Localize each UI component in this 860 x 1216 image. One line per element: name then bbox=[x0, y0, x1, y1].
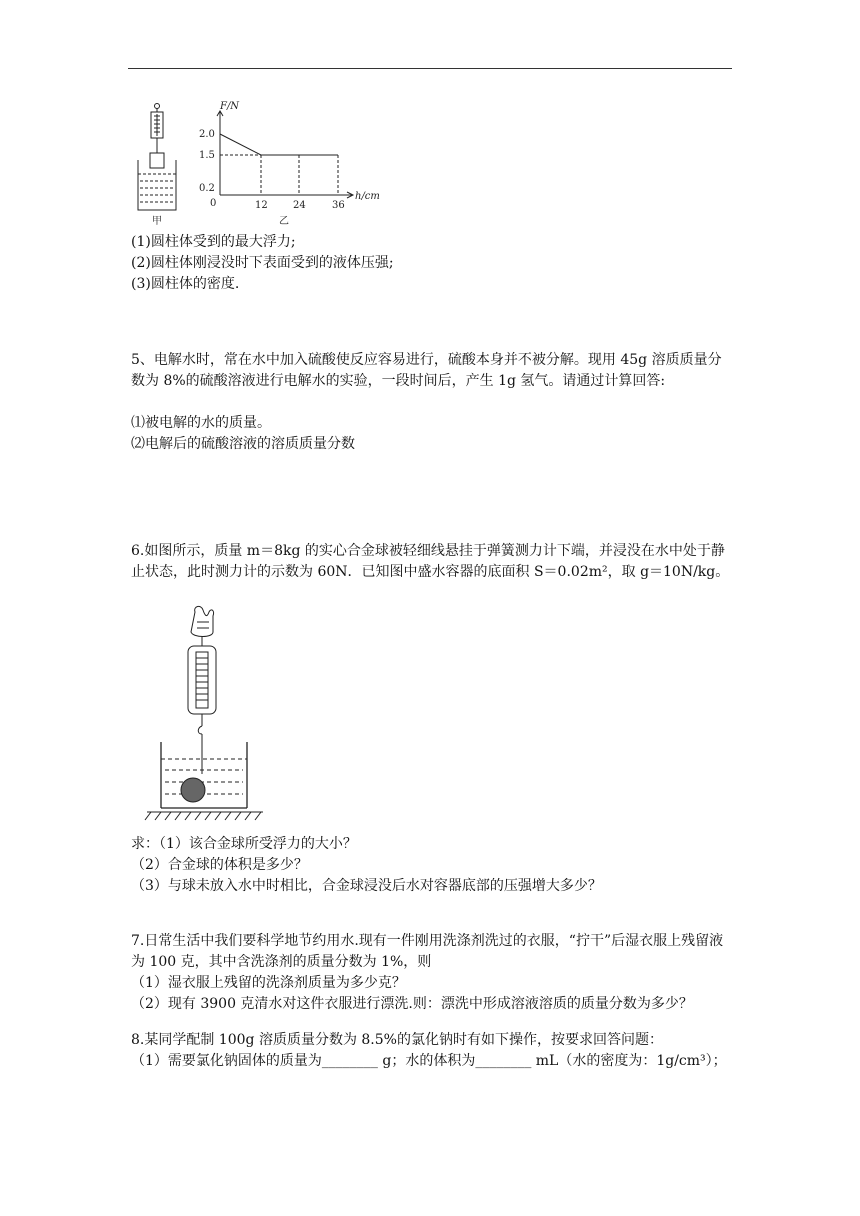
q6-item-1: 求：（1）该合金球所受浮力的大小？ bbox=[131, 836, 357, 852]
q7-item-2: （2）现有 3900 克清水对这件衣服进行漂洗.则：漂洗中形成溶液溶质的质量分数为多少？ bbox=[131, 996, 693, 1012]
x-tick-36: 36 bbox=[332, 200, 345, 211]
spring-scale-icon bbox=[150, 104, 164, 169]
q7-item-1: （1）湿衣服上残留的洗涤剂质量为多少克？ bbox=[131, 975, 406, 991]
q7-stem: 7.日常生活中我们要科学地节约用水.现有一件刚用洗涤剂洗过的衣服，“拧干”后湿衣服上残留液为 100 克，其中含洗涤剂的质量分数为 1%，则 bbox=[131, 933, 724, 970]
ground-icon bbox=[145, 812, 263, 820]
y-tick-1-5: 1.5 bbox=[199, 150, 215, 161]
q8-stem: 8.某同学配制 100g 溶质质量分数为 8.5%的氯化钠时有如下操作，按要求回答问题： bbox=[131, 1032, 663, 1048]
q5-item-2: ⑵电解后的硫酸溶液的溶质质量分数 bbox=[131, 436, 355, 452]
x-tick-12: 12 bbox=[255, 200, 268, 211]
x-axis-label: h/cm bbox=[355, 191, 380, 202]
x-tick-24: 24 bbox=[293, 200, 306, 211]
q4-item-1: (1)圆柱体受到的最大浮力; bbox=[131, 234, 296, 250]
hand-icon bbox=[191, 606, 214, 636]
q6-item-3: （3）与球未放入水中时相比，合金球浸没后水对容器底部的压强增大多少？ bbox=[131, 878, 602, 894]
y-axis-label: F/N bbox=[220, 101, 240, 112]
figure-label-jia: 甲 bbox=[152, 216, 162, 227]
q4-figure bbox=[136, 100, 396, 230]
origin-label: 0 bbox=[210, 198, 217, 209]
container-icon bbox=[161, 742, 247, 808]
q6-item-2: （2）合金球的体积是多少？ bbox=[131, 857, 308, 873]
q5-item-1: ⑴被电解的水的质量。 bbox=[131, 415, 271, 431]
force-line-descent bbox=[220, 134, 261, 155]
spring-scale-icon bbox=[188, 636, 216, 774]
q5-stem: 5、电解水时，常在水中加入硫酸使反应容易进行，硫酸本身并不被分解。现用 45g 溶质质量分数为 8%的硫酸溶液进行电解水的实验，一段时间后，产生 1g 氢气。请通过计算回答: bbox=[131, 352, 722, 389]
q4-item-3: (3)圆柱体的密度. bbox=[131, 276, 240, 292]
alloy-ball-icon bbox=[181, 778, 205, 802]
f-h-graph bbox=[217, 111, 353, 198]
q6-figure bbox=[143, 602, 273, 824]
q6-stem: 6.如图所示，质量 m＝8kg 的实心合金球被轻细线悬挂于弹簧测力计下端，并浸没在水中处于静止状态，此时测力计的示数为 60N．已知图中盛水容器的底面积 S＝0.02m²，取 g＝10N/kg。 bbox=[131, 543, 730, 580]
figure-label-yi: 乙 bbox=[279, 216, 289, 227]
y-tick-2: 2.0 bbox=[199, 129, 215, 140]
header-rule bbox=[128, 68, 732, 69]
q4-item-2: (2)圆柱体刚浸没时下表面受到的液体压强; bbox=[131, 255, 394, 271]
q8-item-1: （1）需要氯化钠固体的质量为________ g；水的体积为________ mL（水的密度为：1g/cm³）； bbox=[131, 1053, 727, 1069]
y-tick-0-2: 0.2 bbox=[199, 183, 215, 194]
